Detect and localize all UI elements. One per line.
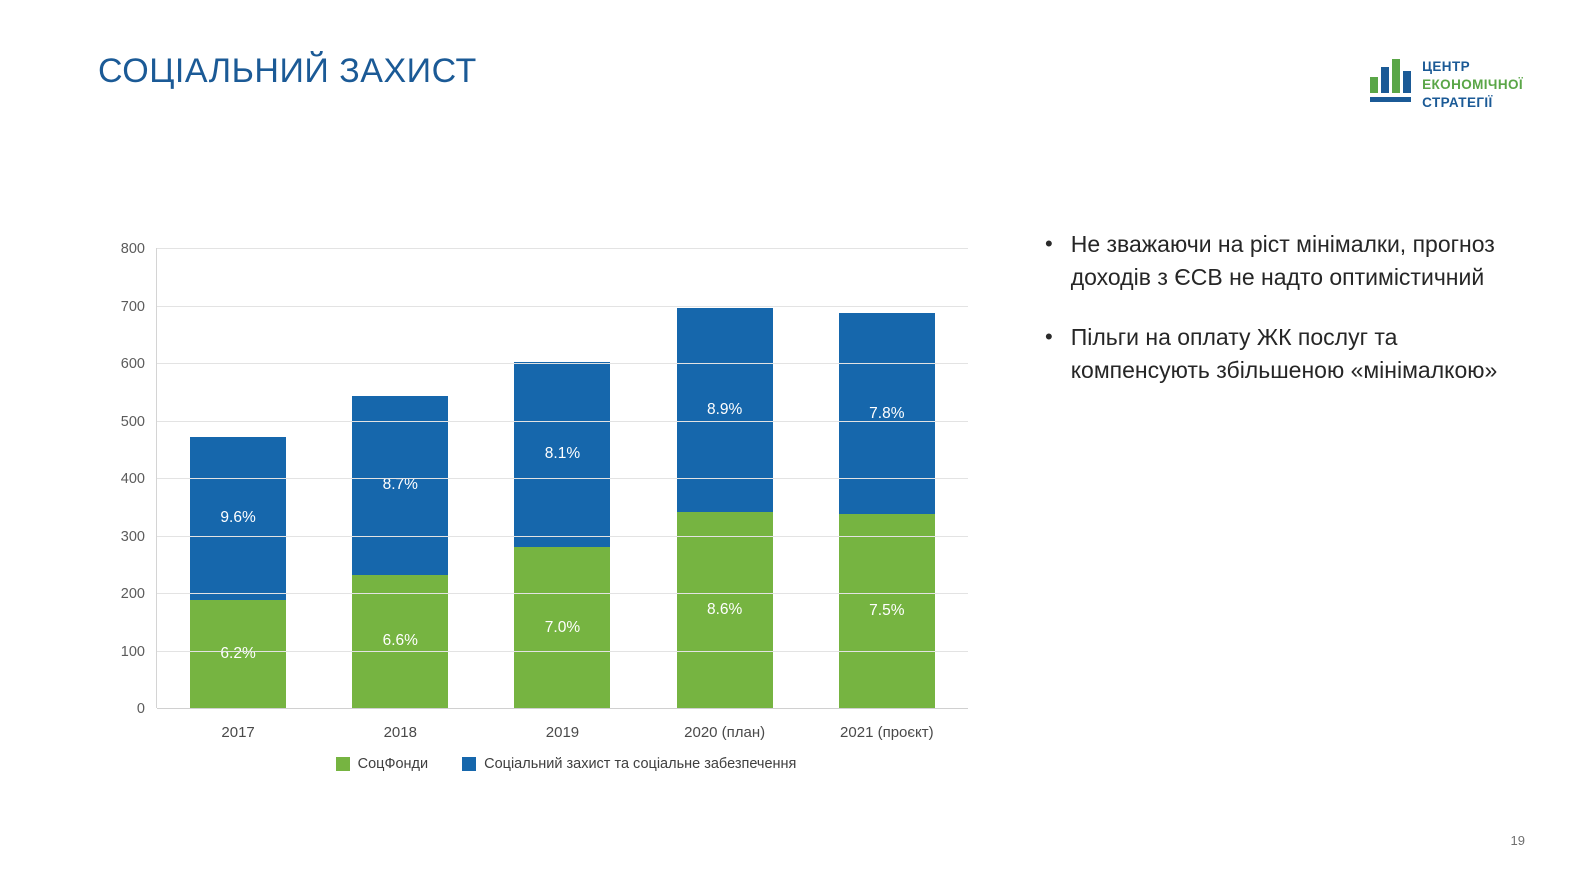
y-axis-tick-label: 500 xyxy=(120,413,145,430)
y-axis-tick-label: 400 xyxy=(120,471,145,487)
legend-swatch xyxy=(336,757,350,771)
chart-gridline xyxy=(136,701,968,717)
y-axis-tick-label: 100 xyxy=(120,643,145,660)
chart-gridline xyxy=(120,586,968,602)
y-axis-tick-label: 600 xyxy=(120,356,145,372)
chart-gridline xyxy=(120,298,968,315)
bar-segment-social-funds: 7.5% xyxy=(839,514,935,708)
legend-item[interactable] xyxy=(462,756,796,772)
legend-label: СоцФонди xyxy=(357,756,429,772)
y-axis-tick-label: 800 xyxy=(120,241,145,257)
bar-segment-social-funds: 7.0% xyxy=(514,547,610,708)
logo-text xyxy=(1422,58,1523,112)
chart-gridline xyxy=(120,356,968,372)
y-axis-tick-label: 700 xyxy=(120,298,145,315)
bullet-text: Пільги на оплату ЖК послуг та компенсують збільшеною «мінімалкою» xyxy=(1070,323,1498,384)
stacked-bar-chart xyxy=(98,236,978,776)
chart-legend xyxy=(156,756,976,772)
x-axis-tick-label: 2021 (проєкт) xyxy=(840,724,934,741)
legend-label: Соціальний захист та соціальне забезпечення xyxy=(484,756,797,772)
bar-segment-social-funds: 6.6% xyxy=(352,575,448,708)
chart-plot-area xyxy=(120,241,968,741)
bar-segment-social-protection: 8.7% xyxy=(352,396,448,575)
bullet-item xyxy=(1045,321,1525,388)
bullet-marker-icon: • xyxy=(1045,323,1053,349)
x-axis-tick-label: 2018 xyxy=(383,724,417,741)
bar-segment-social-funds: 8.6% xyxy=(677,512,773,708)
logo-line-3: СТРАТЕГІЇ xyxy=(1422,94,1493,110)
x-axis-tick-label: 2017 xyxy=(221,724,255,741)
bullet-text: Не зважаючи на ріст мінімалки, прогноз доходів з ЄСВ не надто оптимістичний xyxy=(1070,231,1495,291)
logo-line-1: ЦЕНТР xyxy=(1422,59,1471,74)
bar-segment-social-protection: 9.6% xyxy=(190,437,286,600)
bullet-marker-icon: • xyxy=(1045,231,1053,256)
chart-gridline xyxy=(120,528,968,545)
x-axis-tick-label: 2019 xyxy=(545,724,580,741)
x-axis-tick-label: 2020 (план) xyxy=(684,724,766,741)
logo-line-2: ЕКОНОМІЧНОЇ xyxy=(1422,76,1523,92)
page-title: СОЦІАЛЬНИЙ ЗАХИСТ xyxy=(98,52,477,90)
legend-item[interactable] xyxy=(336,756,429,772)
bar-segment-social-protection: 7.8% xyxy=(839,313,935,514)
bar-segment-social-funds: 6.2% xyxy=(190,600,286,708)
y-axis-tick-label: 0 xyxy=(136,701,145,717)
chart-gridline xyxy=(120,241,968,257)
logo-bars-icon xyxy=(1370,58,1412,102)
y-axis-tick-label: 300 xyxy=(120,528,145,545)
logo xyxy=(1370,58,1523,112)
y-axis-tick-label: 200 xyxy=(120,586,145,602)
bar-segment-social-protection: 8.1% xyxy=(514,362,610,547)
page-number: 19 xyxy=(1510,833,1525,848)
bullet-item xyxy=(1045,228,1525,295)
bar-segment-social-protection: 8.9% xyxy=(677,308,773,512)
bullet-list xyxy=(1045,228,1525,413)
legend-swatch xyxy=(462,757,476,771)
